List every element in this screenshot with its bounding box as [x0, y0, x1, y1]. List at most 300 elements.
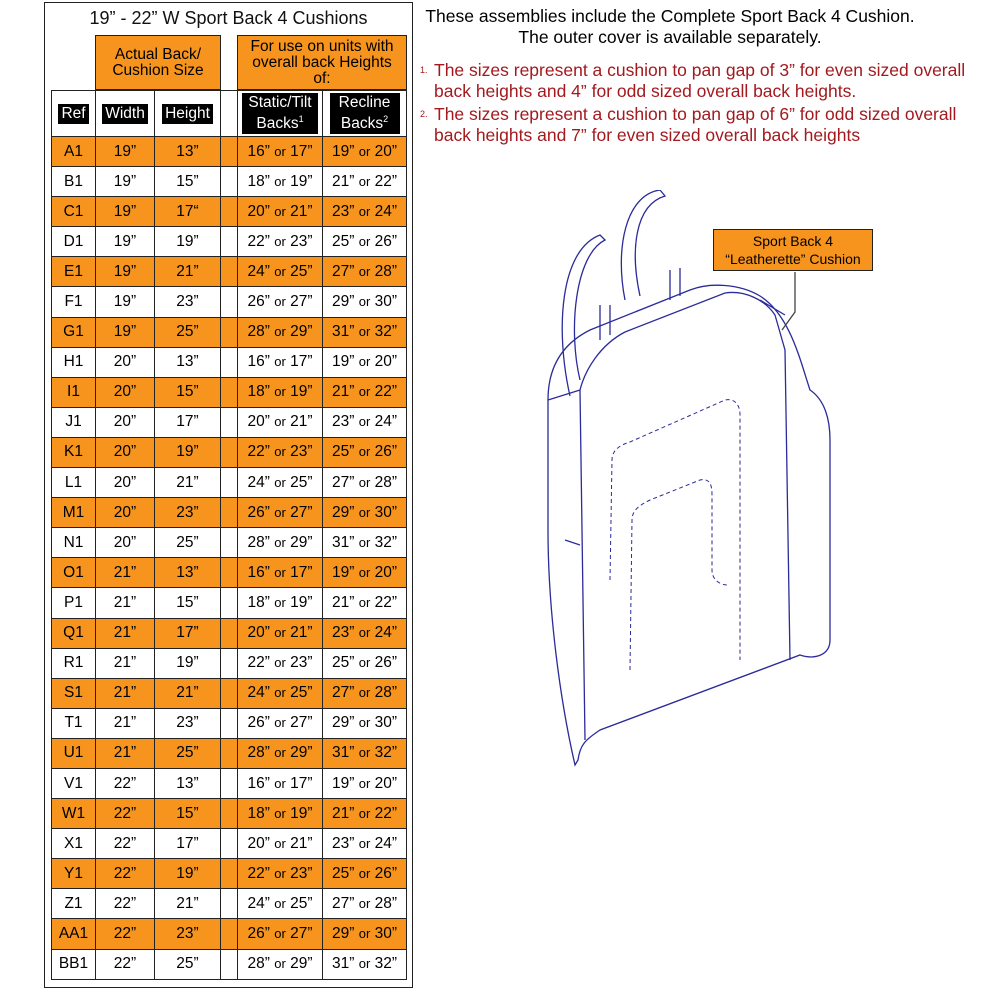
- width-cell: 20”: [113, 473, 137, 491]
- width-cell: 19”: [113, 323, 137, 341]
- static-range: [238, 738, 323, 768]
- recline-range: [323, 859, 407, 889]
- ref-cell: E1: [64, 262, 83, 280]
- width-cell: 19”: [113, 232, 137, 250]
- ref-cell: B1: [64, 172, 83, 190]
- spacer: [221, 648, 238, 678]
- recline-max: 20”: [374, 774, 397, 792]
- height-cell: 19”: [176, 864, 199, 882]
- ref: [52, 227, 96, 257]
- recline-text: Recline Backs: [338, 93, 391, 133]
- spacer: [221, 468, 238, 498]
- table-row: [52, 618, 407, 648]
- or-text: or: [358, 354, 371, 370]
- spacer: [221, 407, 238, 437]
- static-max: 19”: [290, 593, 313, 611]
- recline-range: [323, 197, 407, 227]
- recline-min: 27”: [332, 894, 355, 912]
- table-row: [52, 799, 407, 829]
- or-text: or: [274, 444, 286, 460]
- recline-sup: 2: [383, 113, 389, 124]
- static-max: 29”: [290, 955, 313, 973]
- recline-min: 25”: [332, 232, 355, 250]
- or-text: or: [274, 324, 286, 340]
- static-min: 26”: [247, 293, 270, 311]
- strap-right: [621, 190, 665, 300]
- recline-min: 29”: [332, 924, 355, 942]
- static-range: [238, 949, 323, 979]
- spacer: [221, 708, 238, 738]
- ref: [52, 588, 96, 618]
- ref-cell: W1: [61, 804, 86, 822]
- static-min: 18”: [247, 172, 270, 190]
- recline-max: 30”: [374, 924, 397, 942]
- cushion-illustration: [520, 190, 840, 770]
- width: [96, 137, 155, 167]
- static-min: 18”: [247, 593, 270, 611]
- table-row: [52, 738, 407, 768]
- width-cell: 22”: [113, 864, 137, 882]
- static-sup: 1: [298, 113, 304, 124]
- header-recline-label: [330, 93, 400, 134]
- footnote-1: [420, 60, 980, 102]
- height-cell: 25”: [176, 533, 199, 551]
- width: [96, 317, 155, 347]
- or-text: or: [358, 956, 371, 972]
- spacer: [221, 197, 238, 227]
- height-cell: 17”: [176, 834, 199, 852]
- static-range: [238, 347, 323, 377]
- width-cell: 22”: [113, 955, 137, 973]
- static-range: [238, 558, 323, 588]
- or-text: or: [274, 203, 286, 219]
- ref-cell: X1: [64, 834, 83, 852]
- static-max: 27”: [290, 924, 313, 942]
- width-cell: 22”: [113, 774, 137, 792]
- height: [155, 498, 221, 528]
- static-max: 23”: [290, 864, 313, 882]
- recline-max: 28”: [374, 894, 397, 912]
- stitch-line: [610, 400, 740, 670]
- recline-range: [323, 257, 407, 287]
- height-cell: 25”: [176, 323, 199, 341]
- static-max: 23”: [290, 443, 313, 461]
- height: [155, 377, 221, 407]
- strap-left: [562, 235, 605, 396]
- table-row: [52, 588, 407, 618]
- ref: [52, 468, 96, 498]
- height-cell: 15”: [176, 383, 199, 401]
- height: [155, 558, 221, 588]
- static-range: [238, 317, 323, 347]
- ref: [52, 347, 96, 377]
- ref: [52, 738, 96, 768]
- static-range: [238, 799, 323, 829]
- recline-max: 20”: [374, 563, 397, 581]
- static-range: [238, 588, 323, 618]
- table-title: 19” - 22” W Sport Back 4 Cushions: [89, 8, 368, 28]
- height-cell: 21”: [176, 894, 199, 912]
- recline-min: 31”: [332, 533, 355, 551]
- or-text: or: [358, 685, 371, 701]
- width-cell: 19”: [113, 172, 137, 190]
- spacer: [221, 678, 238, 708]
- ref-cell: V1: [64, 774, 83, 792]
- static-range: [238, 167, 323, 197]
- width-cell: 20”: [113, 533, 137, 551]
- recline-range: [323, 407, 407, 437]
- or-text: or: [274, 956, 286, 972]
- or-text: or: [358, 805, 371, 821]
- width: [96, 437, 155, 467]
- height-cell: 23”: [176, 924, 199, 942]
- width: [96, 197, 155, 227]
- header-static-label: [242, 93, 318, 134]
- or-text: or: [274, 925, 286, 941]
- recline-min: 25”: [332, 864, 355, 882]
- ref-cell: A1: [64, 142, 83, 160]
- height: [155, 768, 221, 798]
- recline-min: 19”: [332, 353, 355, 371]
- recline-max: 26”: [374, 864, 397, 882]
- spacer: [221, 588, 238, 618]
- footnote-2: [420, 104, 980, 146]
- static-max: 27”: [290, 293, 313, 311]
- table-row: [52, 287, 407, 317]
- recline-max: 30”: [374, 293, 397, 311]
- static-max: 21”: [290, 624, 313, 642]
- recline-max: 28”: [374, 473, 397, 491]
- recline-max: 28”: [374, 262, 397, 280]
- static-min: 26”: [247, 714, 270, 732]
- width-cell: 20”: [113, 503, 137, 521]
- height-cell: 17”: [176, 413, 199, 431]
- width: [96, 558, 155, 588]
- or-text: or: [274, 294, 286, 310]
- static-min: 28”: [247, 744, 270, 762]
- recline-range: [323, 287, 407, 317]
- group-header-heights: [237, 35, 407, 90]
- spacer: [221, 437, 238, 467]
- width-cell: 21”: [113, 744, 137, 762]
- recline-min: 23”: [332, 624, 355, 642]
- recline-max: 22”: [374, 804, 397, 822]
- table-row: [52, 768, 407, 798]
- static-max: 19”: [290, 172, 313, 190]
- cushion-table: [51, 90, 407, 980]
- recline-range: [323, 137, 407, 167]
- ref-cell: N1: [63, 533, 84, 551]
- static-min: 18”: [247, 383, 270, 401]
- table-row: [52, 468, 407, 498]
- height: [155, 287, 221, 317]
- static-min: 18”: [247, 804, 270, 822]
- recline-max: 24”: [374, 624, 397, 642]
- or-text: or: [358, 745, 371, 761]
- recline-max: 26”: [374, 232, 397, 250]
- or-text: or: [358, 384, 371, 400]
- height: [155, 678, 221, 708]
- height-cell: 23”: [176, 714, 199, 732]
- static-min: 24”: [247, 262, 270, 280]
- width: [96, 588, 155, 618]
- or-text: or: [358, 233, 371, 249]
- table-row: [52, 708, 407, 738]
- height: [155, 618, 221, 648]
- spacer: [221, 137, 238, 167]
- recline-min: 21”: [332, 172, 355, 190]
- ref: [52, 498, 96, 528]
- recline-max: 30”: [374, 714, 397, 732]
- ref-cell: J1: [65, 413, 82, 431]
- ref-cell: K1: [64, 443, 83, 461]
- height: [155, 468, 221, 498]
- width: [96, 407, 155, 437]
- or-text: or: [274, 895, 286, 911]
- width: [96, 678, 155, 708]
- static-range: [238, 889, 323, 919]
- or-text: or: [274, 805, 286, 821]
- or-text: or: [358, 655, 371, 671]
- height-cell: 25”: [176, 744, 199, 762]
- static-min: 20”: [247, 202, 270, 220]
- spacer: [221, 859, 238, 889]
- header-recline: [323, 91, 407, 137]
- ref: [52, 167, 96, 197]
- width: [96, 829, 155, 859]
- or-text: or: [358, 835, 371, 851]
- header-height-label: Height: [162, 104, 213, 124]
- recline-min: 27”: [332, 684, 355, 702]
- height: [155, 257, 221, 287]
- table-row: [52, 197, 407, 227]
- height-cell: 17”: [176, 624, 199, 642]
- spacer: [221, 528, 238, 558]
- header-ref: [52, 91, 96, 137]
- recline-min: 25”: [332, 443, 355, 461]
- spacer: [221, 768, 238, 798]
- height: [155, 949, 221, 979]
- spacer: [221, 377, 238, 407]
- or-text: or: [274, 835, 286, 851]
- height-cell: 13”: [176, 353, 199, 371]
- ref: [52, 648, 96, 678]
- width: [96, 799, 155, 829]
- static-min: 26”: [247, 924, 270, 942]
- spacer: [221, 949, 238, 979]
- recline-range: [323, 347, 407, 377]
- static-range: [238, 437, 323, 467]
- header-height: [155, 91, 221, 137]
- width-cell: 20”: [113, 353, 137, 371]
- height: [155, 859, 221, 889]
- height-cell: 21”: [176, 684, 199, 702]
- ref: [52, 678, 96, 708]
- recline-max: 22”: [374, 593, 397, 611]
- height-cell: 23”: [176, 503, 199, 521]
- recline-min: 19”: [332, 142, 355, 160]
- ref-cell: I1: [67, 383, 80, 401]
- ref: [52, 889, 96, 919]
- or-text: or: [274, 865, 286, 881]
- static-max: 23”: [290, 232, 313, 250]
- or-text: or: [274, 233, 286, 249]
- width: [96, 257, 155, 287]
- ref: [52, 708, 96, 738]
- width-cell: 21”: [113, 624, 137, 642]
- spacer: [221, 919, 238, 949]
- recline-range: [323, 558, 407, 588]
- or-text: or: [274, 534, 286, 550]
- width: [96, 227, 155, 257]
- recline-range: [323, 919, 407, 949]
- height-cell: 21”: [176, 262, 199, 280]
- height: [155, 889, 221, 919]
- height-cell: 23”: [176, 293, 199, 311]
- recline-range: [323, 167, 407, 197]
- header-ref-label: Ref: [58, 104, 88, 124]
- static-min: 24”: [247, 473, 270, 491]
- width: [96, 768, 155, 798]
- width-cell: 21”: [113, 684, 137, 702]
- width-cell: 22”: [113, 834, 137, 852]
- or-text: or: [274, 504, 286, 520]
- or-text: or: [274, 354, 286, 370]
- or-text: or: [274, 685, 286, 701]
- spacer: [221, 91, 238, 137]
- static-range: [238, 919, 323, 949]
- or-text: or: [358, 324, 371, 340]
- static-range: [238, 197, 323, 227]
- width: [96, 738, 155, 768]
- height: [155, 437, 221, 467]
- height: [155, 317, 221, 347]
- height: [155, 799, 221, 829]
- table-row: [52, 167, 407, 197]
- or-text: or: [274, 263, 286, 279]
- or-text: or: [358, 414, 371, 430]
- static-range: [238, 468, 323, 498]
- or-text: or: [358, 173, 371, 189]
- static-max: 21”: [290, 834, 313, 852]
- recline-range: [323, 708, 407, 738]
- width: [96, 377, 155, 407]
- width: [96, 468, 155, 498]
- table-row: [52, 317, 407, 347]
- width: [96, 949, 155, 979]
- recline-max: 32”: [374, 744, 397, 762]
- or-text: or: [274, 745, 286, 761]
- height-cell: 19”: [176, 443, 199, 461]
- or-text: or: [274, 564, 286, 580]
- recline-range: [323, 889, 407, 919]
- width: [96, 347, 155, 377]
- ref-cell: R1: [63, 654, 84, 672]
- table-row: [52, 889, 407, 919]
- ref: [52, 829, 96, 859]
- recline-min: 21”: [332, 804, 355, 822]
- recline-min: 25”: [332, 654, 355, 672]
- callout-line-1: Sport Back 4: [752, 233, 834, 249]
- spacer: [221, 829, 238, 859]
- table-row: [52, 919, 407, 949]
- height: [155, 137, 221, 167]
- or-text: or: [358, 294, 371, 310]
- static-min: 22”: [247, 864, 270, 882]
- static-range: [238, 859, 323, 889]
- static-range: [238, 829, 323, 859]
- recline-range: [323, 468, 407, 498]
- ref-cell: S1: [64, 684, 83, 702]
- width: [96, 618, 155, 648]
- recline-min: 19”: [332, 563, 355, 581]
- ref: [52, 768, 96, 798]
- or-text: or: [358, 925, 371, 941]
- recline-max: 26”: [374, 654, 397, 672]
- height: [155, 919, 221, 949]
- recline-min: 29”: [332, 714, 355, 732]
- width-cell: 20”: [113, 443, 137, 461]
- recline-max: 28”: [374, 684, 397, 702]
- static-min: 20”: [247, 413, 270, 431]
- static-min: 16”: [247, 353, 270, 371]
- recline-min: 31”: [332, 744, 355, 762]
- ref-cell: O1: [63, 563, 84, 581]
- ref-cell: T1: [64, 714, 83, 732]
- width-cell: 19”: [113, 142, 137, 160]
- recline-max: 20”: [374, 142, 397, 160]
- or-text: or: [274, 414, 286, 430]
- width-cell: 19”: [113, 262, 137, 280]
- recline-min: 29”: [332, 503, 355, 521]
- recline-min: 19”: [332, 774, 355, 792]
- recline-max: 24”: [374, 834, 397, 852]
- table-row: [52, 528, 407, 558]
- or-text: or: [358, 444, 371, 460]
- recline-range: [323, 588, 407, 618]
- recline-min: 31”: [332, 323, 355, 341]
- spacer: [221, 738, 238, 768]
- recline-range: [323, 829, 407, 859]
- height-cell: 25”: [176, 955, 199, 973]
- height-cell: 13”: [176, 142, 199, 160]
- spacer: [221, 498, 238, 528]
- or-text: or: [274, 655, 286, 671]
- width-cell: 21”: [113, 593, 137, 611]
- static-range: [238, 648, 323, 678]
- static-range: [238, 407, 323, 437]
- or-text: or: [274, 173, 286, 189]
- static-max: 19”: [290, 383, 313, 401]
- static-max: 21”: [290, 413, 313, 431]
- spacer: [221, 889, 238, 919]
- static-range: [238, 768, 323, 798]
- static-max: 19”: [290, 804, 313, 822]
- static-min: 22”: [247, 443, 270, 461]
- ref: [52, 437, 96, 467]
- recline-min: 23”: [332, 202, 355, 220]
- spacer: [221, 167, 238, 197]
- group-header-heights-label: For use on units with overall back Heights of:: [250, 37, 394, 87]
- recline-max: 24”: [374, 202, 397, 220]
- static-min: 24”: [247, 894, 270, 912]
- recline-range: [323, 768, 407, 798]
- table-row: [52, 227, 407, 257]
- width-cell: 19”: [113, 293, 137, 311]
- static-range: [238, 227, 323, 257]
- static-range: [238, 618, 323, 648]
- intro-note: These assemblies include the Complete Sport Back 4 Cushion. The outer cover is available separately.: [425, 6, 915, 47]
